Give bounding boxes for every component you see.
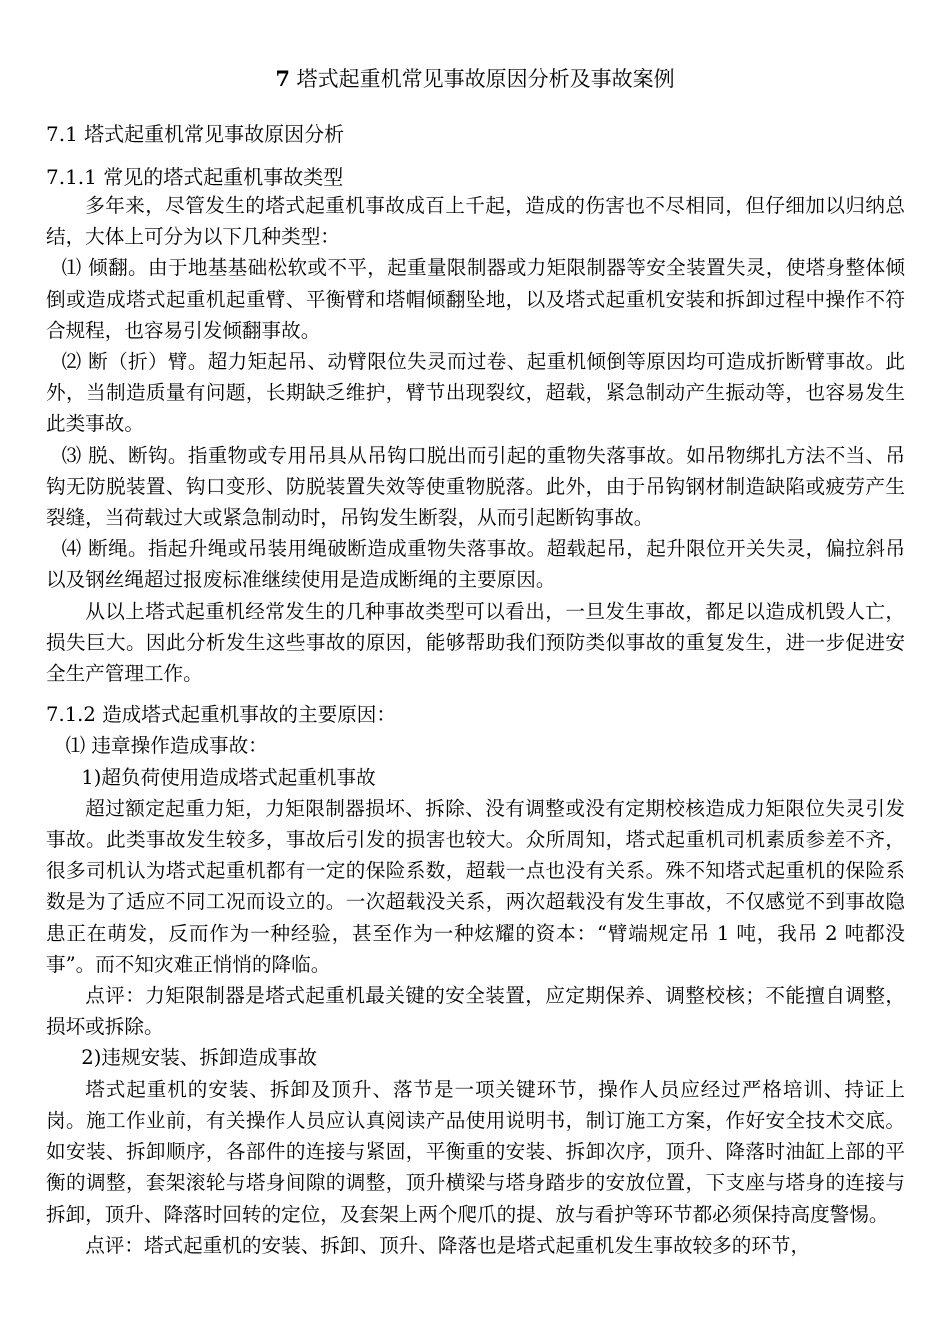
- comment-2: 点评：塔式起重机的安装、拆卸、顶升、降落也是塔式起重机发生事故较多的环节，: [85, 1233, 811, 1257]
- paragraph-install: 塔式起重机的安装、拆卸及顶升、落节是一项关键环节，操作人员应经过严格培训、持证上岗。施工作业前，有关操作人员应认真阅读产品使用说明书，制订施工方案，作好安全技术交底。如安装、拆卸顺序，各部件的连接与紧固，平衡重的安装、拆卸次序，顶升、降落时油缸上部的平衡的调整，套架滚轮与塔身间隙的调整，顶升横梁与塔身踏步的安放位置，下支座与塔身的连接与拆卸，顶升、降落时回转的定位，及套架上两个爬爪的提、放与看护等环节都必须保持高度警惕。: [46, 1077, 905, 1226]
- title-number: 7: [275, 66, 290, 91]
- document-body: [46, 190, 905, 1261]
- accident-type-1: ⑴ 倾翻。由于地基基础松软或不平，起重量限制器或力矩限制器等安全装置失灵，使塔身整体倾倒或造成塔式起重机起重臂、平衡臂和塔帽倾翻坠地，以及塔式起重机安装和拆卸过程中操作不符合规程，也容易引发倾翻事故。: [46, 256, 905, 342]
- title-text: 塔式起重机常见事故原因分析及事故案例: [296, 67, 675, 91]
- paragraph-overload: 超过额定起重力矩，力矩限制器损坏、拆除、没有调整或没有定期校核造成力矩限位失灵引发事故。此类事故发生较多，事故后引发的损害也较大。众所周知，塔式起重机司机素质参差不齐，很多司机认为塔式起重机都有一定的保险系数，超载一点也没有关系。殊不知塔式起重机的保险系数是为了适应不同工况而设立的。一次超载没关系，两次超载没有发生事故，不仅感觉不到事故隐患正在萌发，反而作为一种经验，甚至作为一种炫耀的资本：“臂端规定吊 1 吨，我吊 2 吨都没事”。而不知灾难正悄悄的降临。: [46, 796, 905, 976]
- cause-1: ⑴ 违章操作造成事故：: [65, 734, 268, 758]
- comment-1: 点评：力矩限制器是塔式起重机最关键的安全装置，应定期保养、调整校核；不能擅自调整，损坏或拆除。: [46, 984, 905, 1039]
- accident-type-4: ⑷ 断绳。指起升绳或吊装用绳破断造成重物失落事故。超载起吊，起升限位开关失灵，偏拉斜吊以及钢丝绳超过报废标准继续使用是造成断绳的主要原因。: [46, 537, 905, 592]
- page-title: [0, 63, 950, 93]
- cause-1-1: 1)超负荷使用造成塔式起重机事故: [81, 765, 376, 789]
- paragraph-intro: 多年来，尽管发生的塔式起重机事故成百上千起，造成的伤害也不尽相同，但仔细加以归纳总结，大体上可分为以下几种类型：: [46, 194, 905, 249]
- heading-7-1-1: 7.1.1 常见的塔式起重机事故类型: [46, 165, 344, 189]
- cause-1-2: 2)违规安装、拆卸造成事故: [81, 1046, 317, 1070]
- accident-type-3: ⑶ 脱、断钩。指重物或专用吊具从吊钩口脱出而引起的重物失落事故。如吊物绑扎方法不当、吊钩无防脱装置、钩口变形、防脱装置失效等使重物脱落。此外，由于吊钩钢材制造缺陷或疲劳产生裂缝，当荷载过大或紧急制动时，吊钩发生断裂，从而引起断钩事故。: [46, 443, 905, 530]
- heading-7-1-2: 7.1.2 造成塔式起重机事故的主要原因：: [46, 703, 396, 727]
- accident-type-2: ⑵ 断（折）臂。超力矩起吊、动臂限位失灵而过卷、起重机倾倒等原因均可造成折断臂事故。此外，当制造质量有问题，长期缺乏维护，臂节出现裂纹，超载，紧急制动产生振动等，也容易发生此类事故。: [46, 350, 905, 436]
- heading-7-1: 7.1 塔式起重机常见事故原因分析: [46, 122, 345, 146]
- paragraph-summary: 从以上塔式起重机经常发生的几种事故类型可以看出，一旦发生事故，都足以造成机毁人亡，损失巨大。因此分析发生这些事故的原因，能够帮助我们预防类似事故的重复发生，进一步促进安全生产管理工作。: [46, 599, 905, 686]
